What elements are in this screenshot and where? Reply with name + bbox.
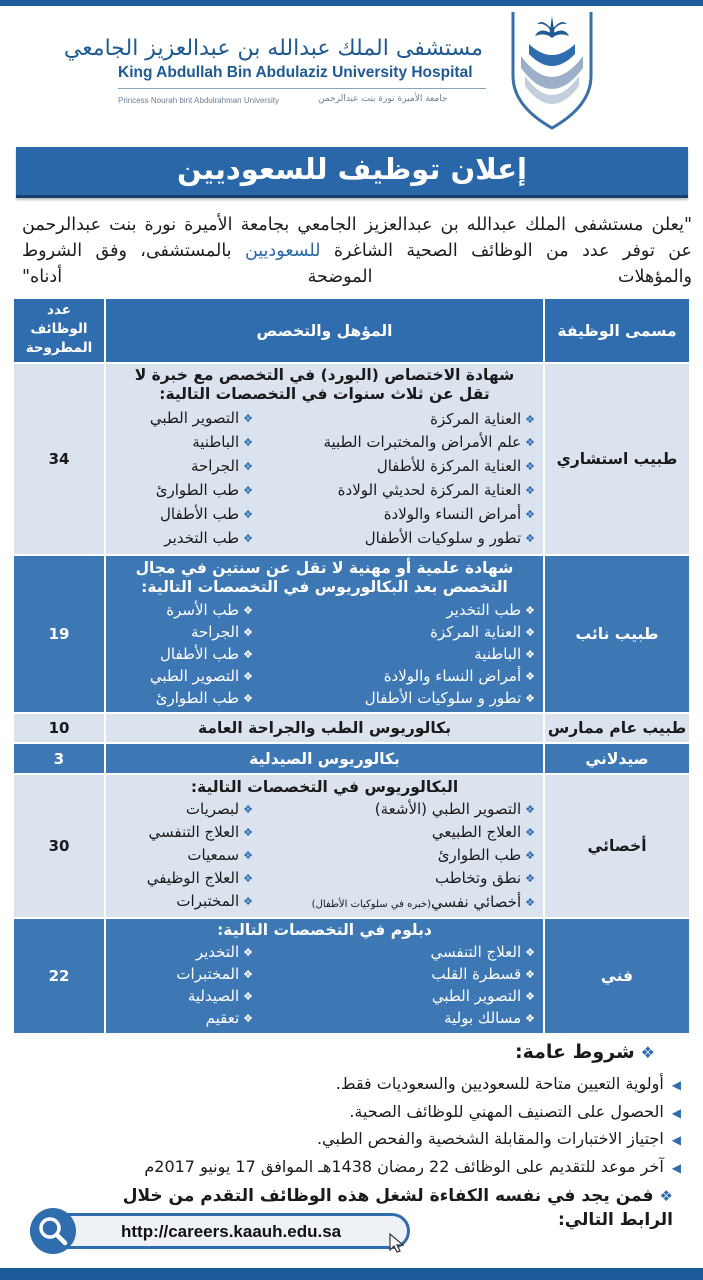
list-item: ❖طب الأطفال <box>159 505 253 523</box>
hospital-logo-icon <box>505 6 600 131</box>
list-item: ❖طب الطوارئ <box>155 689 253 707</box>
intro-paragraph <box>22 212 692 290</box>
row-gp-qualification: بكالوريوس الطب والجراحة العامة <box>106 714 543 742</box>
row-resident-qualification <box>106 556 543 712</box>
qualification-heading-cont: التخصص بعد البكالوريوس في التخصصات التالية: <box>141 578 508 596</box>
hospital-name-en: King Abdullah Bin Abdulaziz University Hospital <box>118 64 473 81</box>
list-item: ❖الباطنية <box>474 645 535 663</box>
careers-url-link[interactable]: http://careers.kaauh.edu.sa <box>121 1222 342 1241</box>
condition-item: ◀آخر موعد للتقديم على الوظائف 22 رمضان 1438هـ الموافق 17 يونيو 2017م <box>144 1157 681 1176</box>
list-item: ❖الصيدلية <box>187 987 253 1005</box>
condition-item: ◀أولوية التعيين متاحة للسعوديين والسعوديات فقط. <box>335 1074 681 1093</box>
row-pharmacist-qualification: بكالوريوس الصيدلية <box>106 744 543 773</box>
header <box>0 0 703 135</box>
experience-note: (خبره في سلوكيات الأطفال) <box>311 899 431 910</box>
list-item: ❖علم الأمراض والمختبرات الطبية <box>323 433 535 451</box>
row-pharmacist-count: 3 <box>14 744 104 773</box>
list-item: ❖التصوير الطبي <box>149 667 253 685</box>
header-qualification: المؤهل والتخصص <box>106 299 543 362</box>
list-item: ❖التصوير الطبي (الأشعة) <box>374 800 535 818</box>
header-job-title: مسمى الوظيفة <box>545 299 689 362</box>
list-item: ❖طب الطوارئ <box>155 481 253 499</box>
list-item: ❖سمعيات <box>187 846 253 864</box>
list-item: ❖الجراحة <box>190 457 253 475</box>
qualification-heading: شهادة علمية أو مهنية لا تقل عن سنتين في مجال <box>135 559 514 577</box>
list-item: ❖نطق وتخاطب <box>435 869 535 887</box>
qualification-heading: دبلوم في التخصصات التالية: <box>217 921 432 939</box>
list-item: ❖لبصريات <box>185 800 253 818</box>
qualification-heading: شهادة الاختصاص (البورد) في التخصص مع خبرة لا <box>134 366 515 384</box>
header-count-line1: عدد <box>47 302 71 318</box>
university-name-ar: جامعة الأميرة نورة بنت عبدالرحمن <box>318 94 448 104</box>
apply-instruction-line1: ❖فمن يجد في نفسه الكفاءة لشغل هذه الوظائف التقدم من خلال <box>122 1186 673 1206</box>
list-item: ❖العناية المركزة <box>430 410 535 428</box>
row-technician-qualification <box>106 919 543 1033</box>
list-item: ❖تطور و سلوكيات الأطفال <box>364 689 535 707</box>
list-item: ❖تطور و سلوكيات الأطفال <box>364 529 535 547</box>
header-divider <box>118 88 486 89</box>
row-specialist-count: 30 <box>14 775 104 917</box>
row-consultant-qualification <box>106 364 543 554</box>
list-item: ❖المختبرات <box>176 892 253 910</box>
row-resident-count: 19 <box>14 556 104 712</box>
row-resident-title: طبيب نائب <box>545 556 689 712</box>
list-item: ❖أمراض النساء والولادة <box>383 667 535 685</box>
list-item: ❖العلاج التنفسي <box>148 823 253 841</box>
list-item: ❖العلاج التنفسي <box>430 943 535 961</box>
row-pharmacist-title: صيدلاني <box>545 744 689 773</box>
row-specialist-title: أخصائي <box>545 775 689 917</box>
list-item: ❖العناية المركزة للأطفال <box>376 457 535 475</box>
university-name-en: Princess Nourah bint Abdulrahman University <box>118 96 279 105</box>
general-conditions-heading: ❖شروط عامة: <box>514 1041 655 1063</box>
row-gp-title: طبيب عام ممارس <box>545 714 689 742</box>
row-technician-title: فني <box>545 919 689 1033</box>
row-specialist-qualification <box>106 775 543 917</box>
search-icon <box>30 1208 76 1254</box>
page-title: إعلان توظيف للسعوديين <box>177 152 527 186</box>
intro-highlight: للسعوديين <box>244 241 321 261</box>
list-item: ❖العلاج الوظيفي <box>146 869 253 887</box>
list-item: ❖التخدير <box>195 943 253 961</box>
list-item: ❖الجراحة <box>190 623 253 641</box>
list-item: ❖قسطرة القلب <box>431 965 535 983</box>
header-count-line3: المطروحة <box>25 340 93 356</box>
list-item: ❖التصوير الطبي <box>431 987 535 1005</box>
list-item: ❖العناية المركزة <box>430 623 535 641</box>
row-consultant-title: طبيب استشاري <box>545 364 689 554</box>
cursor-icon <box>388 1232 408 1254</box>
list-item: ❖أمراض النساء والولادة <box>383 505 535 523</box>
list-item: ❖طب الأطفال <box>159 645 253 663</box>
list-item: ❖طب التخدير <box>446 601 535 619</box>
list-item: ❖تعقيم <box>205 1009 253 1027</box>
qualification-heading-cont: تقل عن ثلاث سنوات في التخصصات التالية: <box>159 385 490 403</box>
list-item: ❖العلاج الطبيعي <box>431 823 535 841</box>
apply-instruction-line2: الرابط التالي: <box>557 1210 673 1230</box>
list-item: ❖المختبرات <box>176 965 253 983</box>
list-item: ❖مسالك بولية <box>444 1009 535 1027</box>
row-consultant-count: 34 <box>14 364 104 554</box>
intro-text-end: بالمستشفى، وفق الشروط والمؤهلات الموضحة أدناه" <box>22 241 692 287</box>
row-gp-count: 10 <box>14 714 104 742</box>
list-item: ❖طب الطوارئ <box>437 846 535 864</box>
intro-text-start: "يعلن مستشفى الملك عبدالله بن عبدالعزيز الجامعي بجامعة الأميرة نورة بنت عبدالرحمن عن توفر عدد من الوظائف الصحية الشاغرة <box>22 215 692 261</box>
hospital-name-ar: مستشفى الملك عبدالله بن عبدالعزيز الجامعي <box>63 36 483 61</box>
header-count-line2: الوظائف <box>30 321 88 337</box>
bottom-border <box>0 1268 703 1280</box>
list-item: ❖طب التخدير <box>164 529 253 547</box>
qualification-heading: البكالوريوس في التخصصات التالية: <box>190 778 459 796</box>
list-item: ❖التصوير الطبي <box>149 409 253 427</box>
header-count <box>14 299 104 362</box>
row-technician-count: 22 <box>14 919 104 1033</box>
condition-item: ◀الحصول على التصنيف المهني للوظائف الصحية. <box>349 1102 681 1121</box>
careers-url-bar[interactable] <box>30 1213 410 1249</box>
list-item: ❖طب الأسرة <box>166 601 253 619</box>
title-banner <box>16 147 688 198</box>
condition-item: ◀اجتياز الاختبارات والمقابلة الشخصية والفحص الطبي. <box>316 1129 681 1148</box>
list-item: ❖أخصائي نفسي(خبره في سلوكيات الأطفال) <box>311 893 535 911</box>
jobs-table <box>14 299 689 1033</box>
list-item: ❖العناية المركزة لحديثي الولادة <box>337 481 535 499</box>
list-item: ❖الباطنية <box>192 433 253 451</box>
